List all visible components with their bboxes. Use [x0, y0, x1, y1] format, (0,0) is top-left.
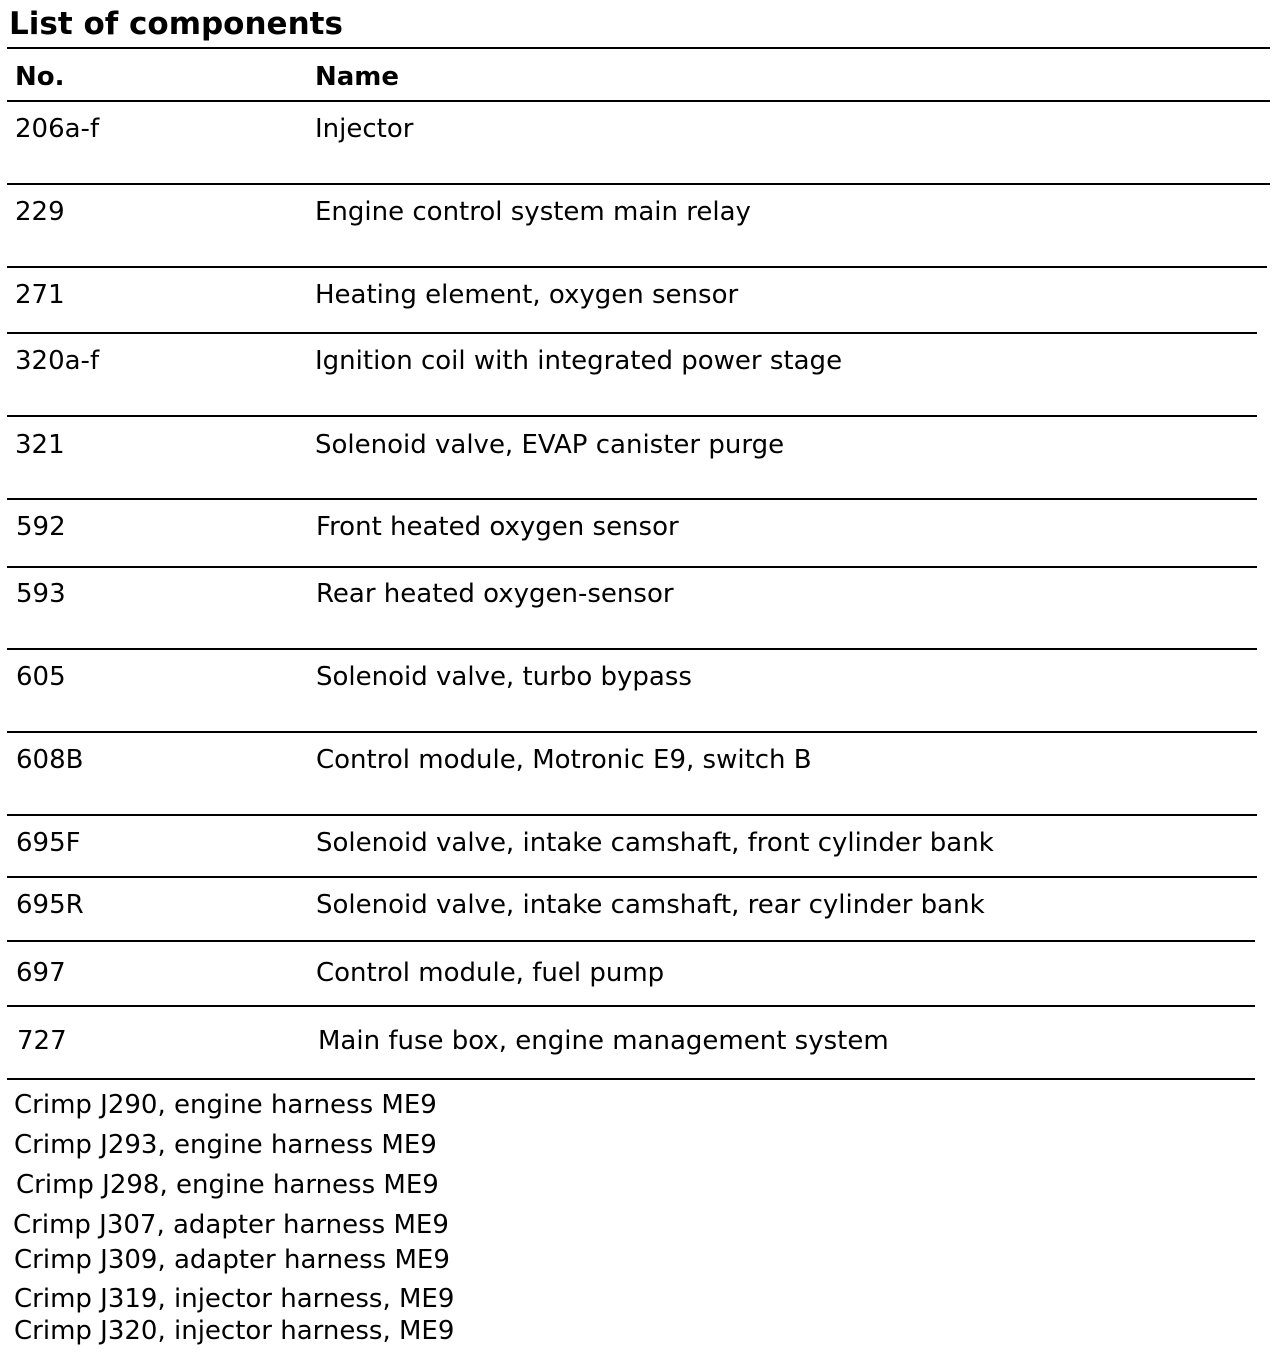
row-divider	[7, 266, 1267, 268]
row-divider	[7, 183, 1270, 185]
list-item: Crimp J307, adapter harness ME9	[13, 1210, 449, 1240]
row-divider	[7, 940, 1255, 942]
cell-no: 206a-f	[15, 114, 100, 144]
column-header-name: Name	[315, 62, 400, 92]
list-item: Crimp J320, injector harness, ME9	[14, 1316, 455, 1346]
cell-name: Engine control system main relay	[315, 197, 751, 227]
cell-name: Injector	[315, 114, 414, 144]
cell-no: 592	[16, 512, 66, 542]
cell-name: Solenoid valve, intake camshaft, rear cylinder bank	[316, 890, 985, 920]
list-item: Crimp J298, engine harness ME9	[16, 1170, 439, 1200]
cell-no: 229	[15, 197, 65, 227]
cell-name: Solenoid valve, intake camshaft, front cylinder bank	[316, 828, 994, 858]
row-divider	[7, 415, 1257, 417]
title-rule	[7, 47, 1270, 49]
cell-no: 727	[17, 1026, 67, 1056]
list-item: Crimp J309, adapter harness ME9	[14, 1245, 450, 1275]
list-item: Crimp J290, engine harness ME9	[14, 1090, 437, 1120]
row-divider	[7, 566, 1257, 568]
cell-name: Control module, Motronic E9, switch B	[316, 745, 812, 775]
row-divider	[7, 1005, 1255, 1007]
cell-name: Front heated oxygen sensor	[316, 512, 679, 542]
cell-name: Solenoid valve, EVAP canister purge	[315, 430, 785, 460]
cell-no: 321	[15, 430, 65, 460]
page-title: List of components	[9, 6, 343, 42]
row-divider	[7, 814, 1257, 816]
list-item: Crimp J319, injector harness, ME9	[14, 1284, 455, 1314]
cell-name: Heating element, oxygen sensor	[315, 280, 739, 310]
row-divider	[7, 731, 1257, 733]
cell-no: 271	[15, 280, 65, 310]
cell-name: Rear heated oxygen-sensor	[316, 579, 674, 609]
list-item: Crimp J293, engine harness ME9	[14, 1130, 437, 1160]
row-divider	[7, 498, 1257, 500]
table-bottom-rule	[7, 1078, 1255, 1080]
cell-no: 593	[16, 579, 66, 609]
cell-name: Solenoid valve, turbo bypass	[316, 662, 692, 692]
cell-no: 605	[16, 662, 66, 692]
cell-name: Ignition coil with integrated power stage	[315, 346, 843, 376]
cell-no: 608B	[16, 745, 84, 775]
row-divider	[7, 876, 1257, 878]
header-rule	[7, 100, 1270, 102]
cell-name: Control module, fuel pump	[316, 958, 665, 988]
row-divider	[7, 648, 1257, 650]
cell-name: Main fuse box, engine management system	[318, 1026, 889, 1056]
row-divider	[7, 332, 1257, 334]
cell-no: 695F	[16, 828, 81, 858]
column-header-no: No.	[15, 62, 65, 92]
cell-no: 695R	[16, 890, 84, 920]
cell-no: 320a-f	[15, 346, 100, 376]
cell-no: 697	[16, 958, 66, 988]
